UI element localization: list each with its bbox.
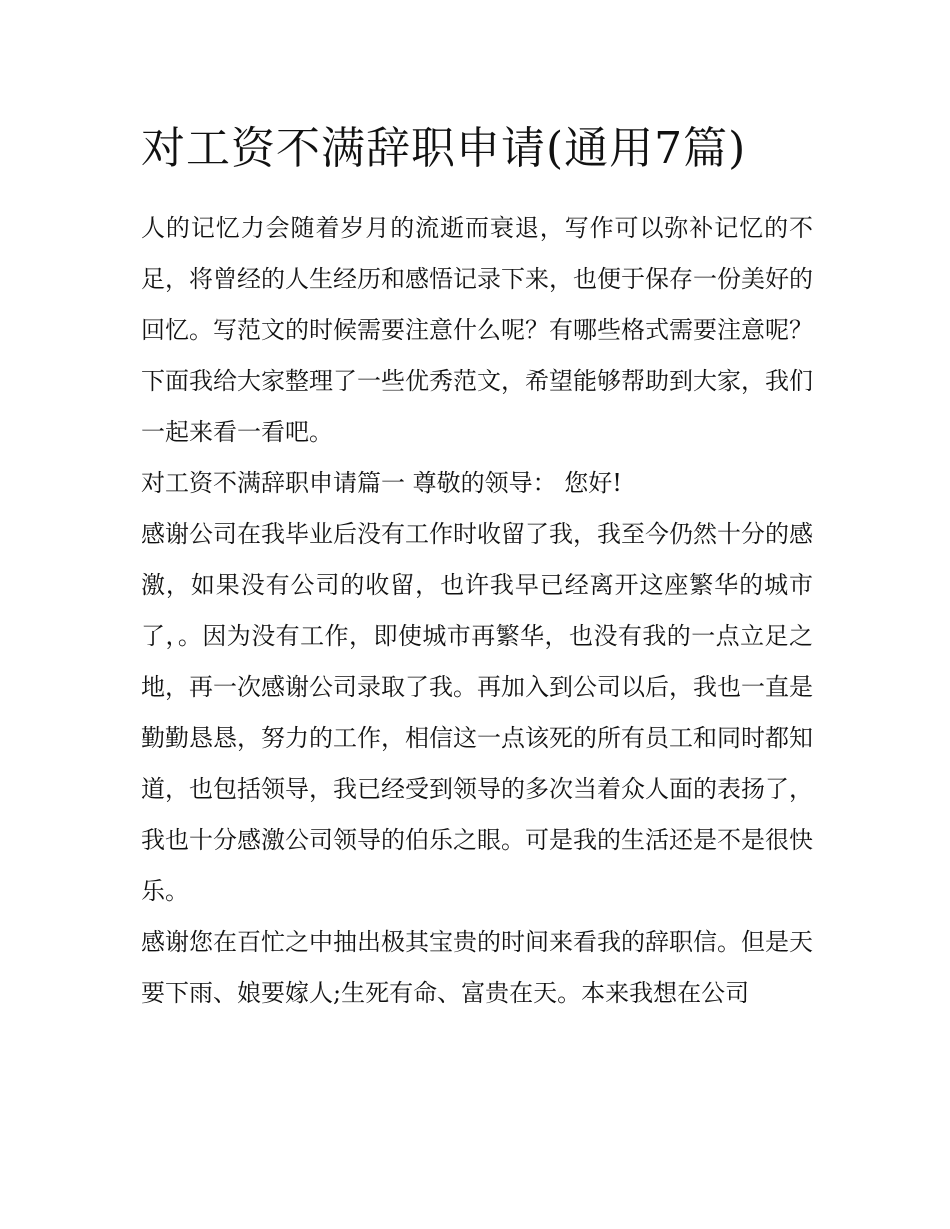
body-paragraph: 感谢您在百忙之中抽出极其宝贵的时间来看我的辞职信。但是天要下雨、娘要嫁人;生死有命、富贵在天。本来我想在公司 xyxy=(141,928,813,1007)
document-title: 对工资不满辞职申请(通用7篇) xyxy=(141,123,747,174)
body-paragraph: 感谢公司在我毕业后没有工作时收留了我，我至今仍然十分的感激，如果没有公司的收留，也许我早已经离开这座繁华的城市了，。因为没有工作，即使城市再繁华，也没有我的一点立足之地，再一次感谢公司录取了我。再加入到公司以后，我也一直是勤勤恳恳，努力的工作，相信这一点该死的所有员工和同时都知道，也包括领导，我已经受到领导的多次当着众人面的表扬了，我也十分感激公司领导的伯乐之眼。可是我的生活还是不是很快乐。 xyxy=(141,520,813,905)
section-heading-paragraph: 对工资不满辞职申请篇一 尊敬的领导： 您好! xyxy=(141,469,622,497)
document-body xyxy=(141,112,813,1019)
intro-paragraph: 人的记忆力会随着岁月的流逝而衰退，写作可以弥补记忆的不足，将曾经的人生经历和感悟记录下来，也便于保存一份美好的回忆。写范文的时候需要注意什么呢？有哪些格式需要注意呢？下面我给大家整理了一些优秀范文，希望能够帮助到大家，我们一起来看一看吧。 xyxy=(141,214,813,446)
